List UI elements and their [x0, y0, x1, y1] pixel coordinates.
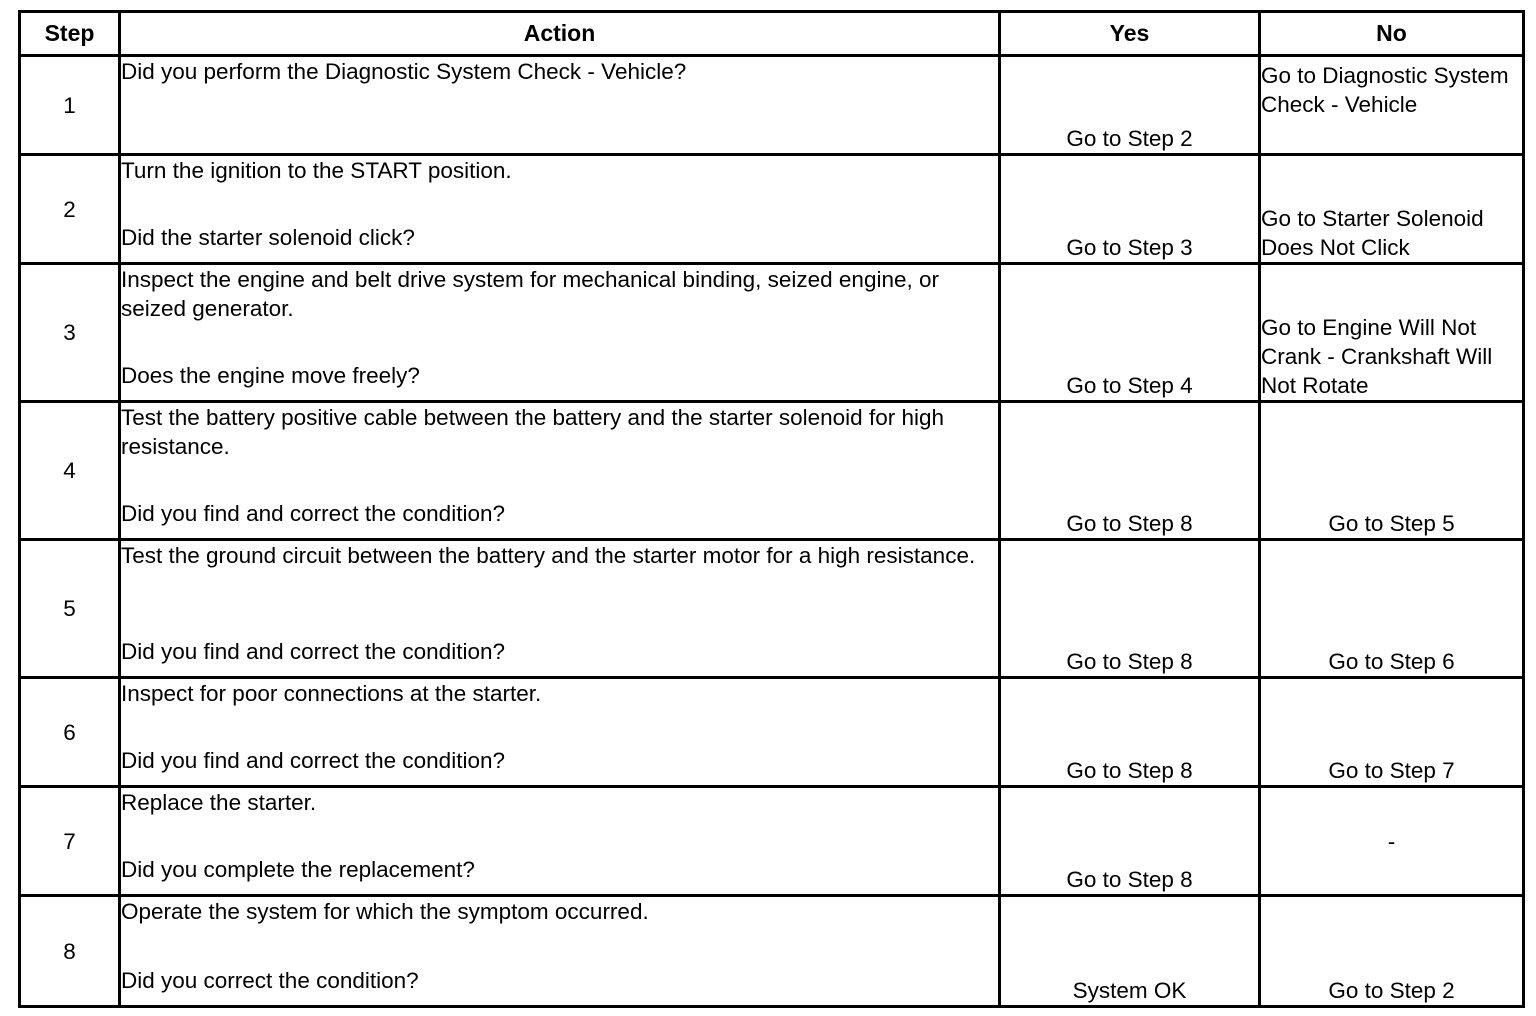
no-result: Go to Step 7 [1260, 678, 1524, 787]
action-statement: Inspect the engine and belt drive system for mechanical binding, seized engine, or seized generator. [121, 267, 939, 321]
header-action: Action [120, 12, 1000, 56]
action-cell [120, 56, 1000, 155]
step-number: 8 [20, 896, 120, 1007]
header-yes: Yes [1000, 12, 1260, 56]
table-row [20, 896, 1524, 1007]
action-cell [120, 896, 1000, 1007]
action-question: Did you find and correct the condition? [121, 748, 505, 773]
step-number: 4 [20, 402, 120, 540]
yes-result: Go to Step 8 [1000, 540, 1260, 678]
yes-result: Go to Step 8 [1000, 678, 1260, 787]
action-cell [120, 540, 1000, 678]
no-result: - [1260, 787, 1524, 896]
step-number: 5 [20, 540, 120, 678]
header-step: Step [20, 12, 120, 56]
no-result: Go to Step 6 [1260, 540, 1524, 678]
no-result: Go to Step 2 [1260, 896, 1524, 1007]
action-question: Did the starter solenoid click? [121, 225, 415, 250]
action-statement: Replace the starter. [121, 790, 317, 815]
action-cell [120, 787, 1000, 896]
table-row [20, 56, 1524, 155]
action-statement: Did you perform the Diagnostic System Check - Vehicle? [121, 59, 687, 84]
action-question: Did you find and correct the condition? [121, 639, 505, 664]
no-result: Go to Engine Will Not Crank - Crankshaft Will Not Rotate [1260, 264, 1524, 402]
action-question: Did you find and correct the condition? [121, 501, 505, 526]
action-statement: Inspect for poor connections at the starter. [121, 681, 542, 706]
header-row [20, 12, 1524, 56]
action-question: Did you correct the condition? [121, 968, 419, 993]
table-row [20, 540, 1524, 678]
step-number: 7 [20, 787, 120, 896]
step-number: 2 [20, 155, 120, 264]
yes-result: Go to Step 2 [1000, 56, 1260, 155]
yes-result: Go to Step 4 [1000, 264, 1260, 402]
action-statement: Operate the system for which the symptom occurred. [121, 899, 649, 924]
action-cell [120, 155, 1000, 264]
action-cell [120, 402, 1000, 540]
table-row [20, 787, 1524, 896]
table-row [20, 402, 1524, 540]
action-statement: Turn the ignition to the START position. [121, 158, 512, 183]
action-statement: Test the battery positive cable between the battery and the starter solenoid for high resistance. [121, 405, 944, 459]
yes-result: Go to Step 3 [1000, 155, 1260, 264]
header-no: No [1260, 12, 1524, 56]
no-result: Go to Diagnostic System Check - Vehicle [1260, 56, 1524, 155]
yes-result: Go to Step 8 [1000, 402, 1260, 540]
no-result: Go to Step 5 [1260, 402, 1524, 540]
action-statement: Test the ground circuit between the battery and the starter motor for a high resistance. [121, 543, 976, 568]
diagnostic-table [18, 10, 1525, 1008]
step-number: 3 [20, 264, 120, 402]
action-cell [120, 678, 1000, 787]
table-row [20, 264, 1524, 402]
step-number: 6 [20, 678, 120, 787]
table-row [20, 678, 1524, 787]
table-row [20, 155, 1524, 264]
action-cell [120, 264, 1000, 402]
yes-result: System OK [1000, 896, 1260, 1007]
action-question: Does the engine move freely? [121, 363, 420, 388]
yes-result: Go to Step 8 [1000, 787, 1260, 896]
step-number: 1 [20, 56, 120, 155]
no-result: Go to Starter Solenoid Does Not Click [1260, 155, 1524, 264]
action-question: Did you complete the replacement? [121, 857, 475, 882]
